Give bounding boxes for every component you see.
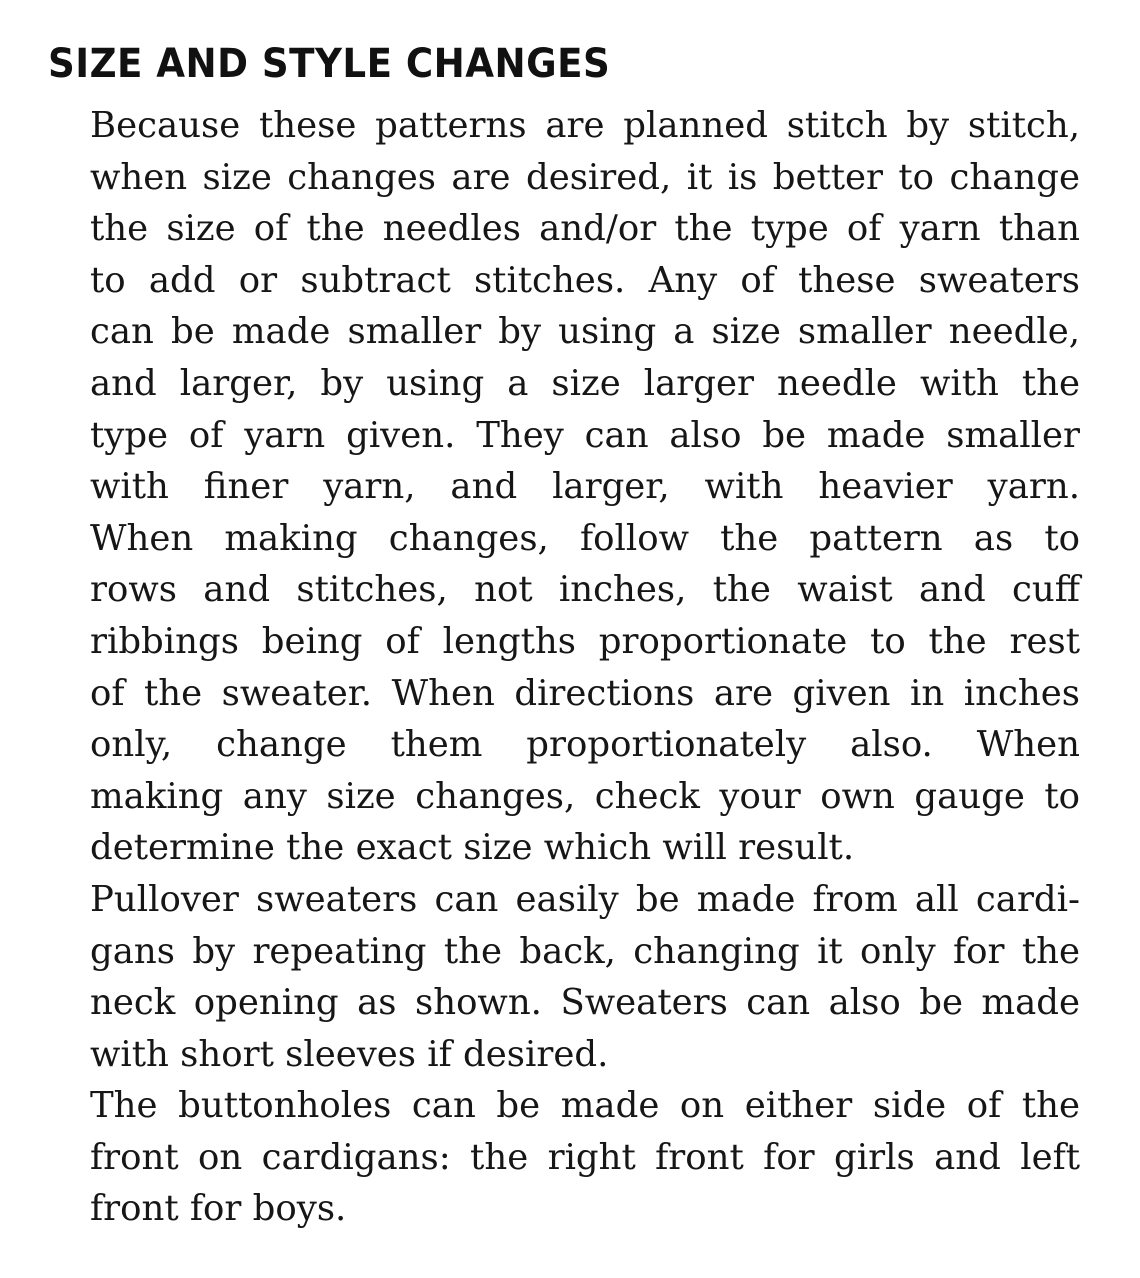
text-line: gans by repeating the back, changing it only for the xyxy=(90,930,1080,972)
paragraph-buttonholes xyxy=(90,1080,1080,1235)
text-line: When making changes, follow the pattern as to xyxy=(90,517,1080,559)
text-line: determine the exact size which will result. xyxy=(90,827,855,869)
text-line: the size of the needles and/or the type of yarn than xyxy=(90,208,1080,250)
cropped-previous-line xyxy=(60,0,660,6)
text-line: of the sweater. When directions are given in inches xyxy=(90,672,1080,714)
text-line: can be made smaller by using a size smaller needle, xyxy=(90,311,1080,353)
text-line: Because these patterns are planned stitch by stitch, xyxy=(90,105,1080,146)
text-line: to add or subtract stitches. Any of these sweaters xyxy=(90,259,1080,301)
body-text xyxy=(90,100,1080,1235)
text-line: only, change them proportionately also. When xyxy=(90,724,1080,766)
paragraph-size-changes xyxy=(90,100,1080,874)
paragraph-pullovers xyxy=(90,874,1080,1080)
text-line: type of yarn given. They can also be made smaller xyxy=(90,414,1080,456)
text-line: making any size changes, check your own gauge to xyxy=(90,775,1080,817)
text-line: ribbings being of lengths proportionate to the rest xyxy=(90,620,1080,662)
text-line: neck opening as shown. Sweaters can also be made xyxy=(90,982,1080,1024)
text-line: when size changes are desired, it is better to change xyxy=(90,156,1080,198)
text-line: front on cardigans: the right front for girls and left xyxy=(90,1136,1080,1178)
text-line: and larger, by using a size larger needle with the xyxy=(90,362,1080,404)
text-line: rows and stitches, not inches, the waist and cuff xyxy=(90,569,1080,611)
text-line: The buttonholes can be made on either side of the xyxy=(90,1085,1080,1127)
text-line: with finer yarn, and larger, with heavier yarn. xyxy=(90,466,1080,508)
section-heading: SIZE AND STYLE CHANGES xyxy=(48,41,611,87)
text-line: Pullover sweaters can easily be made from all cardi- xyxy=(90,878,1080,920)
text-line: with short sleeves if desired. xyxy=(90,1033,609,1075)
text-line: front for boys. xyxy=(90,1188,347,1230)
